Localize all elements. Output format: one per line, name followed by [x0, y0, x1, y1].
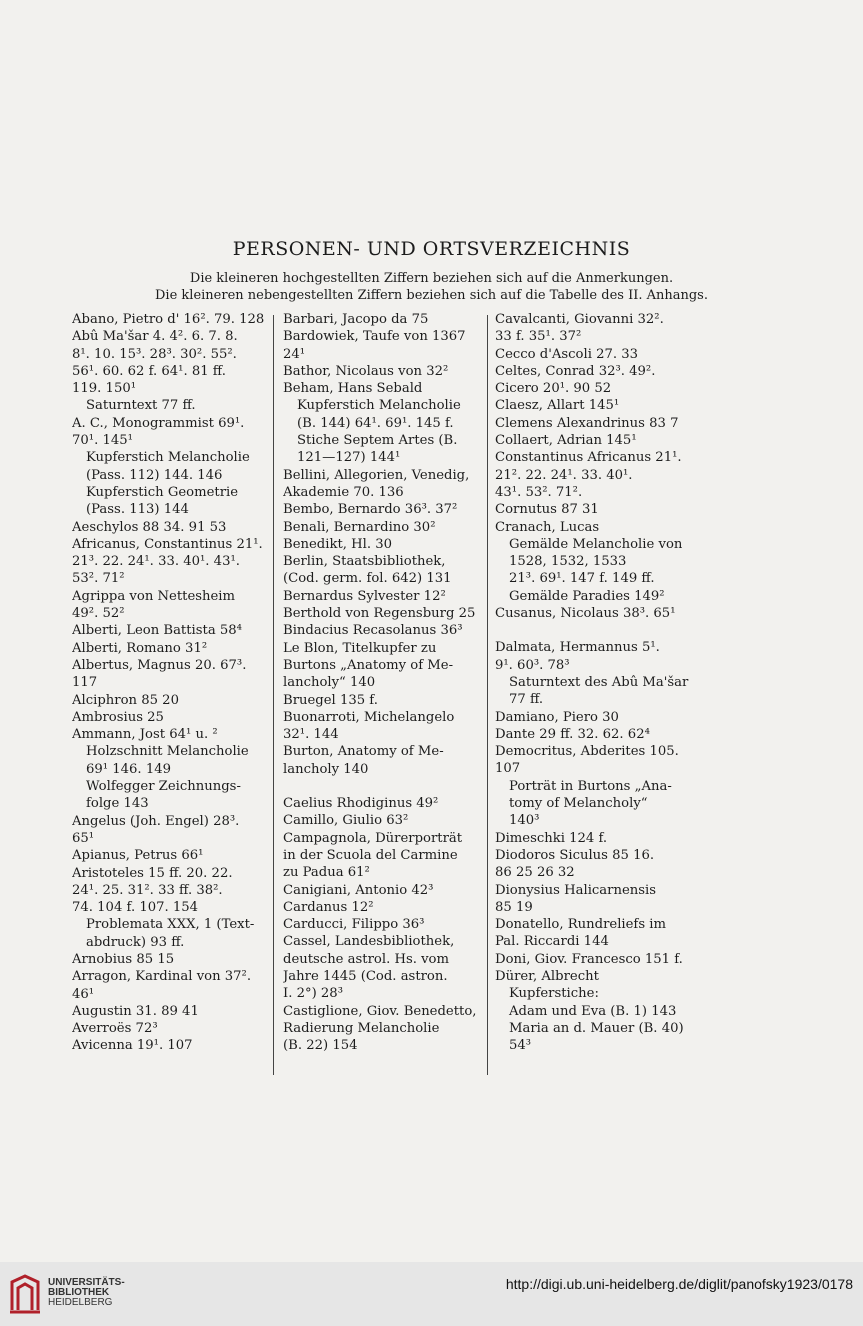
index-entry: 77 ff. — [509, 692, 544, 708]
index-entry: Avicenna 19¹. 107 — [72, 1038, 193, 1054]
index-entry: 74. 104 f. 107. 154 — [72, 900, 199, 916]
index-entry: abdruck) 93 ff. — [86, 934, 185, 950]
index-entry: 107 — [495, 761, 521, 777]
index-entry: lancholy 140 — [283, 761, 369, 777]
index-entry: tomy of Melancholy“ — [509, 796, 648, 812]
library-name-line: UNIVERSITÄTS- — [48, 1277, 125, 1288]
index-entry: 24¹. 25. 31². 33 ff. 38². — [72, 882, 223, 898]
index-entry: Arragon, Kardinal von 37². — [72, 969, 252, 985]
index-entry: Benali, Bernardino 30² — [283, 519, 436, 535]
index-entry: Alberti, Romano 31² — [72, 640, 208, 656]
index-entry: A. C., Monogrammist 69¹. — [72, 415, 245, 431]
index-entry: Cornutus 87 31 — [495, 502, 599, 518]
index-entry: Bardowiek, Taufe von 1367 — [283, 329, 466, 345]
column-divider — [487, 315, 488, 1075]
index-entry: Cassel, Landesbibliothek, — [283, 934, 455, 950]
university-library-logo-icon — [8, 1274, 42, 1314]
index-entry: Campagnola, Dürerporträt — [283, 830, 463, 846]
index-entry: Canigiani, Antonio 42³ — [283, 882, 434, 898]
index-entry: Abû Ma'šar 4. 4². 6. 7. 8. — [72, 329, 238, 345]
index-entry: lancholy“ 140 — [283, 675, 376, 691]
index-entry: Kupferstiche: — [509, 986, 599, 1002]
index-entry: Carducci, Filippo 36³ — [283, 917, 425, 933]
index-entry: Dürer, Albrecht — [495, 968, 599, 984]
index-entry: Averroës 72³ — [72, 1021, 158, 1037]
index-entry: Berthold von Regensburg 25 — [283, 606, 476, 622]
index-entry: zu Padua 61² — [283, 865, 370, 881]
index-entry: Le Blon, Titelkupfer zu — [283, 640, 437, 656]
index-entry: (Pass. 113) 144 — [86, 502, 189, 518]
index-entry: Castiglione, Giov. Benedetto, — [283, 1003, 477, 1019]
column-divider — [273, 315, 274, 1075]
index-entry: Damiano, Piero 30 — [495, 709, 619, 725]
index-entry: Constantinus Africanus 21¹. — [495, 450, 682, 466]
index-entry: Wolfegger Zeichnungs- — [86, 779, 241, 795]
index-entry: Holzschnitt Melancholie — [86, 744, 249, 760]
index-entry: Doni, Giov. Francesco 151 f. — [495, 951, 683, 967]
index-entry: 33 f. 35¹. 37² — [495, 329, 582, 345]
index-entry: Ambrosius 25 — [72, 709, 164, 725]
index-entry: 56¹. 60. 62 f. 64¹. 81 ff. — [72, 363, 226, 379]
index-entry: Cardanus 12² — [283, 899, 374, 915]
index-entry: Buonarroti, Michelangelo — [283, 709, 455, 725]
index-entry: (Pass. 112) 144. 146 — [86, 467, 223, 483]
index-entry: Problemata XXX, 1 (Text- — [86, 917, 255, 933]
index-entry: Collaert, Adrian 145¹ — [495, 433, 637, 449]
index-entry: 8¹. 10. 15³. 28³. 30². 55². — [72, 346, 237, 362]
index-entry: Albertus, Magnus 20. 67³. — [72, 657, 247, 673]
index-entry: Kupferstich Melancholie — [86, 450, 250, 466]
section-gap — [495, 622, 690, 639]
index-entry: Barbari, Jacopo da 75 — [283, 312, 429, 327]
source-url-link[interactable]: http://digi.ub.uni-heidelberg.de/diglit/panofsky1923/0178 — [505, 1276, 853, 1292]
index-entry: 121—127) 144¹ — [297, 450, 401, 466]
index-entry: (Cod. germ. fol. 642) 131 — [283, 571, 452, 587]
index-entry: Celtes, Conrad 32³. 49². — [495, 363, 656, 379]
index-entry: Arnobius 85 15 — [72, 951, 175, 967]
index-entry: Angelus (Joh. Engel) 28³. — [72, 813, 240, 829]
index-entry: 85 19 — [495, 899, 533, 915]
index-entry: 140³ — [509, 813, 540, 829]
index-entry: 21². 22. 24¹. 33. 40¹. — [495, 467, 633, 483]
index-column-3 — [495, 311, 690, 1054]
index-entry: Jahre 1445 (Cod. astron. — [283, 968, 448, 984]
index-entry: Agrippa von Nettesheim — [72, 588, 236, 604]
index-entry: Abano, Pietro d' 16². 79. 128 — [72, 312, 264, 327]
index-entry: Donatello, Rundreliefs im — [495, 917, 666, 933]
index-entry: (B. 22) 154 — [283, 1038, 358, 1054]
index-entry: Bruegel 135 f. — [283, 692, 378, 708]
index-entry: 49². 52² — [72, 606, 125, 622]
index-entry: deutsche astrol. Hs. vom — [283, 951, 450, 967]
library-name-line: BIBLIOTHEK — [48, 1287, 110, 1298]
section-gap — [283, 778, 479, 795]
index-entry: Saturntext 77 ff. — [86, 398, 196, 414]
index-entry: Diodoros Siculus 85 16. — [495, 847, 655, 863]
index-entry: 24¹ — [283, 346, 306, 362]
index-entry: folge 143 — [86, 796, 149, 812]
index-entry: 119. 150¹ — [72, 381, 137, 397]
index-entry: 65¹ — [72, 830, 95, 846]
index-entry: Bindacius Recasolanus 36³ — [283, 623, 463, 639]
index-entry: 70¹. 145¹ — [72, 433, 133, 449]
index-entry: 54³ — [509, 1038, 532, 1054]
index-entry: Adam und Eva (B. 1) 143 — [509, 1003, 677, 1019]
index-column-2 — [283, 311, 479, 1054]
index-entry: Burton, Anatomy of Me- — [283, 744, 444, 760]
index-entry: Caelius Rhodiginus 49² — [283, 796, 439, 812]
index-entry: Camillo, Giulio 63² — [283, 813, 409, 829]
index-entry: 32¹. 144 — [283, 727, 339, 743]
subtitle-appendix: Die kleineren nebengestellten Ziffern beziehen sich auf die Tabelle des II. Anhangs. — [155, 288, 708, 303]
index-entry: Benedikt, Hl. 30 — [283, 536, 393, 552]
index-entry: 86 25 26 32 — [495, 865, 575, 881]
index-entry: Kupferstich Melancholie — [297, 398, 461, 414]
index-entry: Stiche Septem Artes (B. — [297, 433, 458, 449]
index-entry: 21³. 69¹. 147 f. 149 ff. — [509, 571, 655, 587]
index-entry: Maria an d. Mauer (B. 40) — [509, 1020, 684, 1036]
index-entry: Bathor, Nicolaus von 32² — [283, 363, 449, 379]
index-entry: Saturntext des Abû Ma'šar — [509, 674, 689, 690]
index-entry: Dalmata, Hermannus 5¹. — [495, 640, 660, 656]
index-entry: Beham, Hans Sebald — [283, 381, 423, 397]
index-entry: 21³. 22. 24¹. 33. 40¹. 43¹. — [72, 554, 240, 570]
index-entry: I. 2°) 28³ — [283, 986, 343, 1002]
index-entry: Akademie 70. 136 — [283, 484, 404, 500]
index-entry: Bellini, Allegorien, Venedig, — [283, 467, 470, 483]
index-entry: in der Scuola del Carmine — [283, 847, 458, 863]
index-entry: Dionysius Halicarnensis — [495, 882, 657, 898]
index-column-1 — [72, 311, 264, 1055]
index-entry: 1528, 1532, 1533 — [509, 554, 627, 570]
index-entry: Bembo, Bernardo 36³. 37² — [283, 502, 458, 518]
index-entry: Claesz, Allart 145¹ — [495, 398, 620, 414]
index-entry: Augustin 31. 89 41 — [72, 1003, 199, 1019]
index-entry: 43¹. 53². 71². — [495, 484, 583, 500]
index-entry: Cusanus, Nicolaus 38³. 65¹ — [495, 606, 676, 622]
index-entry: 46¹ — [72, 986, 95, 1002]
index-entry: Cavalcanti, Giovanni 32². — [495, 312, 664, 327]
index-entry: 53². 71² — [72, 571, 125, 587]
index-entry: Aristoteles 15 ff. 20. 22. — [72, 865, 233, 881]
index-entry: (B. 144) 64¹. 69¹. 145 f. — [297, 415, 454, 431]
index-entry: Bernardus Sylvester 12² — [283, 588, 446, 604]
index-entry: Porträt in Burtons „Ana- — [509, 778, 672, 794]
footer-bar — [0, 1262, 863, 1326]
index-entry: 69¹ 146. 149 — [86, 761, 171, 777]
library-name — [48, 1278, 125, 1308]
index-entry: Pal. Riccardi 144 — [495, 934, 609, 950]
index-entry: Africanus, Constantinus 21¹. — [72, 536, 263, 552]
index-entry: Berlin, Staatsbibliothek, — [283, 554, 446, 570]
index-entry: Alberti, Leon Battista 58⁴ — [72, 623, 242, 639]
index-entry: Dante 29 ff. 32. 62. 62⁴ — [495, 726, 650, 742]
page-title: PERSONEN- UND ORTSVERZEICHNIS — [232, 238, 631, 260]
index-entry: Kupferstich Geometrie — [86, 484, 239, 500]
index-entry: Gemälde Melancholie von — [509, 536, 683, 552]
index-entry: Alciphron 85 20 — [72, 692, 179, 708]
index-entry: Cranach, Lucas — [495, 519, 600, 535]
subtitle-annotations: Die kleineren hochgestellten Ziffern beziehen sich auf die Anmerkungen. — [189, 271, 674, 286]
index-entry: Aeschylos 88 34. 91 53 — [72, 519, 227, 535]
index-entry: Cecco d'Ascoli 27. 33 — [495, 346, 639, 362]
index-entry: Burtons „Anatomy of Me- — [283, 657, 454, 673]
index-entry: Cicero 20¹. 90 52 — [495, 381, 612, 397]
index-entry: 9¹. 60³. 78³ — [495, 657, 570, 673]
index-entry: Ammann, Jost 64¹ u. ² — [72, 727, 218, 743]
index-entry: 117 — [72, 675, 98, 691]
index-entry: Democritus, Abderites 105. — [495, 744, 679, 760]
index-entry: Clemens Alexandrinus 83 7 — [495, 415, 679, 431]
index-entry: Apianus, Petrus 66¹ — [72, 848, 204, 864]
index-entry: Radierung Melancholie — [283, 1020, 440, 1036]
index-entry: Gemälde Paradies 149² — [509, 588, 665, 604]
index-entry: Dimeschki 124 f. — [495, 830, 608, 846]
library-name-line: HEIDELBERG — [48, 1297, 113, 1308]
